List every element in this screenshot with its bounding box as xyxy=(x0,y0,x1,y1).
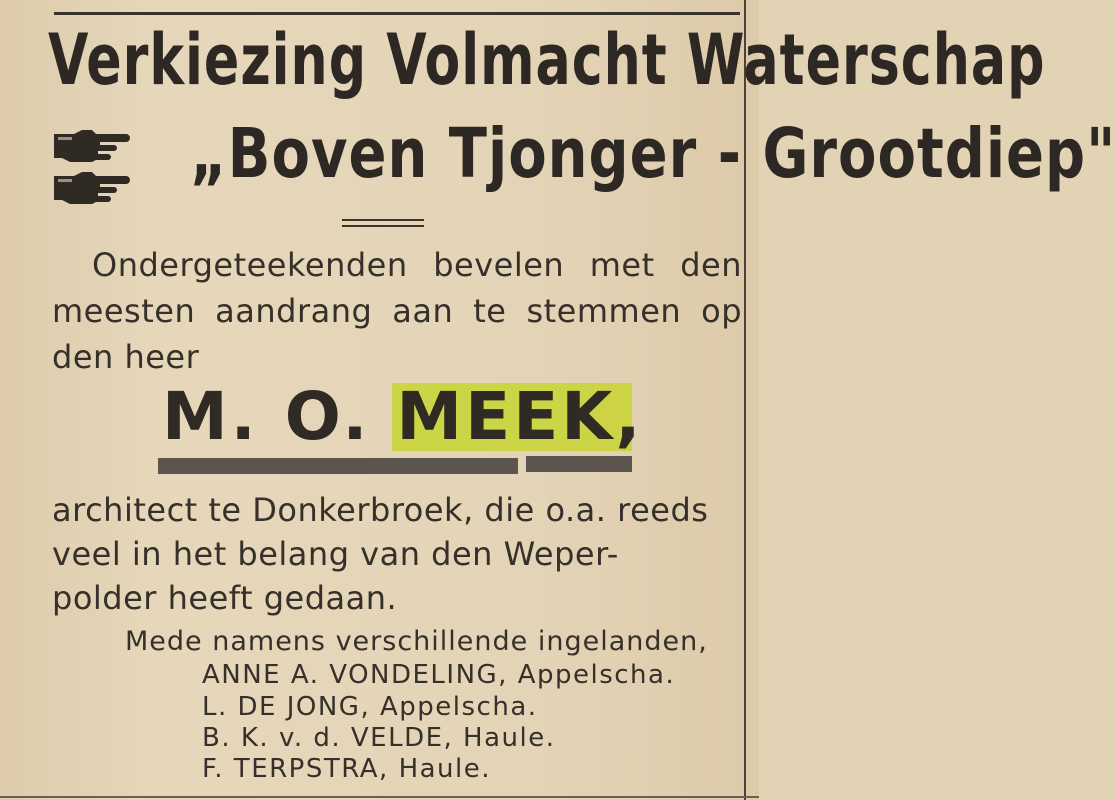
description-line: polder heeft gedaan. xyxy=(52,579,398,617)
description-line: veel in het belang van den Weper- xyxy=(52,535,619,573)
divider-line xyxy=(342,219,424,221)
mede-namens: Mede namens verschillende ingelanden, xyxy=(125,626,708,657)
ad-title: Verkiezing Volmacht Waterschap xyxy=(48,18,1046,101)
underline-bar xyxy=(158,458,518,474)
ad-subtitle: „Boven Tjonger - Grootdiep" xyxy=(190,115,1116,195)
signatory: ANNE A. VONDELING, Appelscha. xyxy=(202,660,676,690)
intro-text: Ondergeteekenden bevelen met den meesten aandrang aan te stemmen op den heer xyxy=(52,246,742,376)
underline-bar xyxy=(526,456,632,472)
description-line: architect te Donkerbroek, die o.a. reeds xyxy=(52,491,709,529)
bottom-rule xyxy=(0,796,759,798)
pointing-hand-icon xyxy=(52,170,134,204)
signatory: B. K. v. d. VELDE, Haule. xyxy=(202,723,556,753)
divider-line xyxy=(342,225,424,227)
candidate-description xyxy=(52,488,742,620)
top-rule xyxy=(54,12,740,15)
signatory: F. TERPSTRA, Haule. xyxy=(202,754,492,784)
candidate-name: M. O. MEEK, xyxy=(162,378,644,455)
signatory: L. DE JONG, Appelscha. xyxy=(202,692,538,722)
intro-paragraph xyxy=(52,242,742,380)
pointing-hand-icon xyxy=(52,128,134,162)
